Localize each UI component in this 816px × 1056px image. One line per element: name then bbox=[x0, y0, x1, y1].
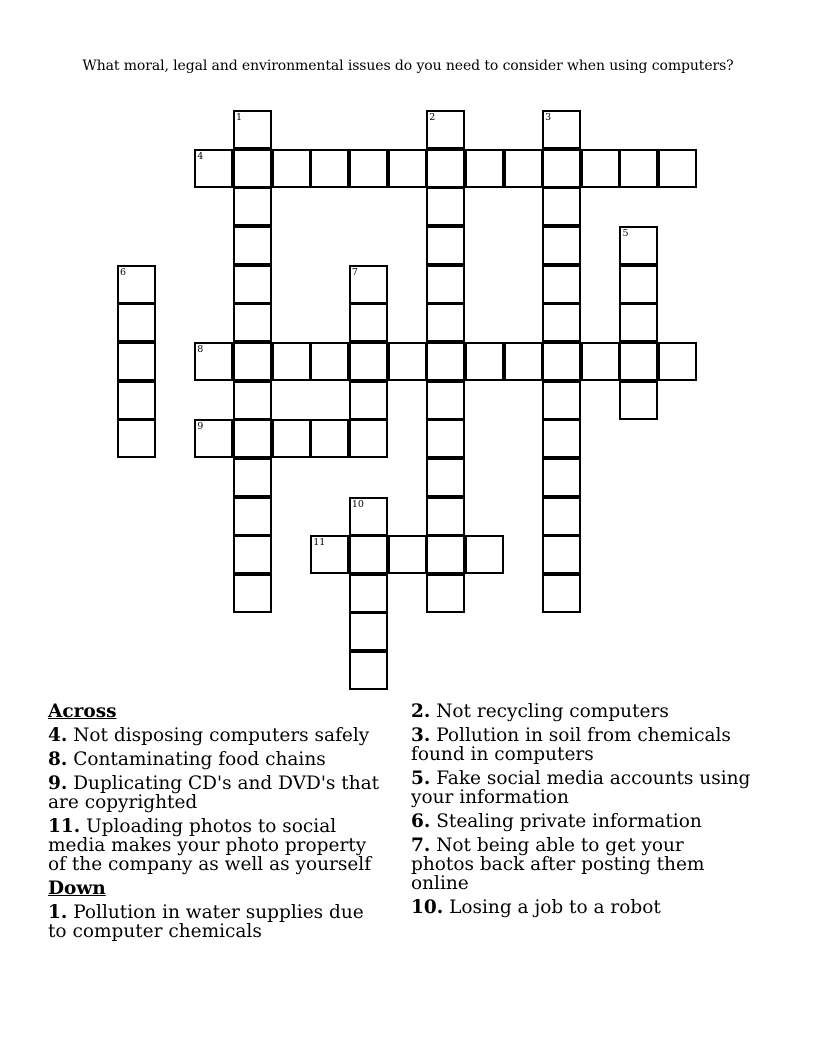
grid-cell[interactable] bbox=[426, 187, 465, 226]
clue-down-2: 2. Not recycling computers bbox=[411, 701, 669, 722]
cell-number: 6 bbox=[120, 266, 127, 278]
cell-number: 5 bbox=[622, 227, 629, 239]
grid-cell[interactable] bbox=[542, 342, 581, 381]
grid-cell[interactable] bbox=[619, 303, 658, 342]
clue-across-9: 9. Duplicating CD's and DVD's that are copyrighted bbox=[48, 773, 380, 813]
grid-cell[interactable] bbox=[542, 458, 581, 497]
grid-cell[interactable] bbox=[349, 419, 388, 458]
cell-number: 9 bbox=[197, 421, 204, 433]
grid-cell[interactable] bbox=[233, 303, 272, 342]
grid-cell[interactable] bbox=[619, 226, 658, 265]
grid-cell[interactable] bbox=[349, 535, 388, 574]
grid-cell[interactable] bbox=[426, 342, 465, 381]
grid-cell[interactable] bbox=[426, 149, 465, 188]
grid-cell[interactable] bbox=[542, 419, 581, 458]
grid-cell[interactable] bbox=[542, 497, 581, 536]
grid-cell[interactable] bbox=[581, 342, 620, 381]
clues-right-column bbox=[411, 702, 751, 922]
cell-number: 11 bbox=[313, 537, 326, 549]
grid-cell[interactable] bbox=[233, 226, 272, 265]
clue-across-4: 4. Not disposing computers safely bbox=[48, 725, 370, 746]
grid-cell[interactable] bbox=[233, 187, 272, 226]
grid-cell[interactable] bbox=[233, 535, 272, 574]
cell-number: 4 bbox=[197, 150, 204, 162]
grid-cell[interactable] bbox=[388, 342, 427, 381]
grid-cell[interactable] bbox=[581, 149, 620, 188]
grid-cell[interactable] bbox=[542, 535, 581, 574]
grid-cell[interactable] bbox=[117, 381, 156, 420]
grid-cell[interactable] bbox=[233, 265, 272, 304]
grid-cell[interactable] bbox=[619, 342, 658, 381]
grid-cell[interactable] bbox=[233, 419, 272, 458]
grid-cell[interactable] bbox=[349, 612, 388, 651]
clue-across-11: 11. Uploading photos to social media makes your photo property of the company as well as yourself bbox=[48, 816, 372, 875]
grid-cell[interactable] bbox=[349, 497, 388, 536]
grid-cell[interactable] bbox=[426, 535, 465, 574]
across-heading: Across bbox=[48, 701, 117, 722]
cell-number: 2 bbox=[429, 112, 436, 123]
clue-across-8: 8. Contaminating food chains bbox=[48, 749, 326, 770]
grid-cell[interactable] bbox=[619, 149, 658, 188]
grid-cell[interactable] bbox=[426, 419, 465, 458]
grid-cell[interactable] bbox=[388, 535, 427, 574]
grid-cell[interactable] bbox=[658, 149, 697, 188]
grid-cell[interactable] bbox=[233, 110, 272, 149]
grid-cell[interactable] bbox=[542, 187, 581, 226]
grid-cell[interactable] bbox=[233, 497, 272, 536]
grid-cell[interactable] bbox=[426, 497, 465, 536]
grid-cell[interactable] bbox=[310, 419, 349, 458]
cell-number: 3 bbox=[545, 112, 552, 123]
down-heading: Down bbox=[48, 878, 106, 899]
grid-cell[interactable] bbox=[619, 381, 658, 420]
grid-cell[interactable] bbox=[426, 458, 465, 497]
clue-down-10: 10. Losing a job to a robot bbox=[411, 897, 661, 918]
clue-down-5: 5. Fake social media accounts using your information bbox=[411, 768, 751, 808]
grid-cell[interactable] bbox=[349, 303, 388, 342]
clue-down-7: 7. Not being able to get your photos back after posting them online bbox=[411, 835, 705, 894]
clue-down-3: 3. Pollution in soil from chemicals found in computers bbox=[411, 725, 731, 765]
grid-cell[interactable] bbox=[542, 110, 581, 149]
grid-cell[interactable] bbox=[542, 149, 581, 188]
grid-cell[interactable] bbox=[233, 458, 272, 497]
grid-cell[interactable] bbox=[426, 110, 465, 149]
grid-cell[interactable] bbox=[504, 342, 543, 381]
cell-number: 7 bbox=[351, 266, 358, 278]
grid-cell[interactable] bbox=[504, 149, 543, 188]
grid-cell[interactable] bbox=[233, 381, 272, 420]
grid-cell[interactable] bbox=[194, 419, 233, 458]
grid-cell[interactable] bbox=[388, 149, 427, 188]
grid-cell[interactable] bbox=[426, 226, 465, 265]
grid-cell[interactable] bbox=[658, 342, 697, 381]
grid-cell[interactable] bbox=[233, 149, 272, 188]
clues-left-column bbox=[48, 702, 388, 946]
grid-cell[interactable] bbox=[194, 342, 233, 381]
grid-cell[interactable] bbox=[542, 303, 581, 342]
grid-cell[interactable] bbox=[272, 342, 311, 381]
grid-cell[interactable] bbox=[233, 342, 272, 381]
grid-cell[interactable] bbox=[542, 381, 581, 420]
grid-cell[interactable] bbox=[465, 149, 504, 188]
grid-cell[interactable] bbox=[426, 303, 465, 342]
grid-cell[interactable] bbox=[542, 226, 581, 265]
grid-cell[interactable] bbox=[465, 342, 504, 381]
cell-number: 8 bbox=[197, 343, 204, 355]
grid-cell[interactable] bbox=[194, 149, 233, 188]
grid-cell[interactable] bbox=[426, 265, 465, 304]
grid-cell[interactable] bbox=[349, 265, 388, 304]
grid-cell[interactable] bbox=[542, 265, 581, 304]
clue-down-6: 6. Stealing private information bbox=[411, 811, 702, 832]
grid-cell[interactable] bbox=[310, 342, 349, 381]
grid-cell[interactable] bbox=[619, 265, 658, 304]
grid-cell[interactable] bbox=[272, 149, 311, 188]
cell-number: 1 bbox=[235, 112, 242, 123]
grid-cell[interactable] bbox=[117, 342, 156, 381]
cell-number: 10 bbox=[351, 498, 364, 510]
grid-cell[interactable] bbox=[349, 651, 388, 690]
grid-cell[interactable] bbox=[310, 535, 349, 574]
grid-cell[interactable] bbox=[117, 419, 156, 458]
puzzle-prompt: What moral, legal and environmental issues do you need to consider when using computers? bbox=[82, 58, 734, 74]
grid-cell[interactable] bbox=[117, 265, 156, 304]
grid-cell[interactable] bbox=[310, 149, 349, 188]
clue-down-1: 1. Pollution in water supplies due to computer chemicals bbox=[48, 902, 364, 942]
grid-cell[interactable] bbox=[349, 574, 388, 613]
grid-cell[interactable] bbox=[426, 574, 465, 613]
grid-cell[interactable] bbox=[117, 303, 156, 342]
grid-cell[interactable] bbox=[349, 381, 388, 420]
grid-cell[interactable] bbox=[542, 574, 581, 613]
grid-cell[interactable] bbox=[272, 419, 311, 458]
grid-cell[interactable] bbox=[465, 535, 504, 574]
grid-cell[interactable] bbox=[349, 342, 388, 381]
grid-cell[interactable] bbox=[349, 149, 388, 188]
grid-cell[interactable] bbox=[233, 574, 272, 613]
grid-cell[interactable] bbox=[426, 381, 465, 420]
